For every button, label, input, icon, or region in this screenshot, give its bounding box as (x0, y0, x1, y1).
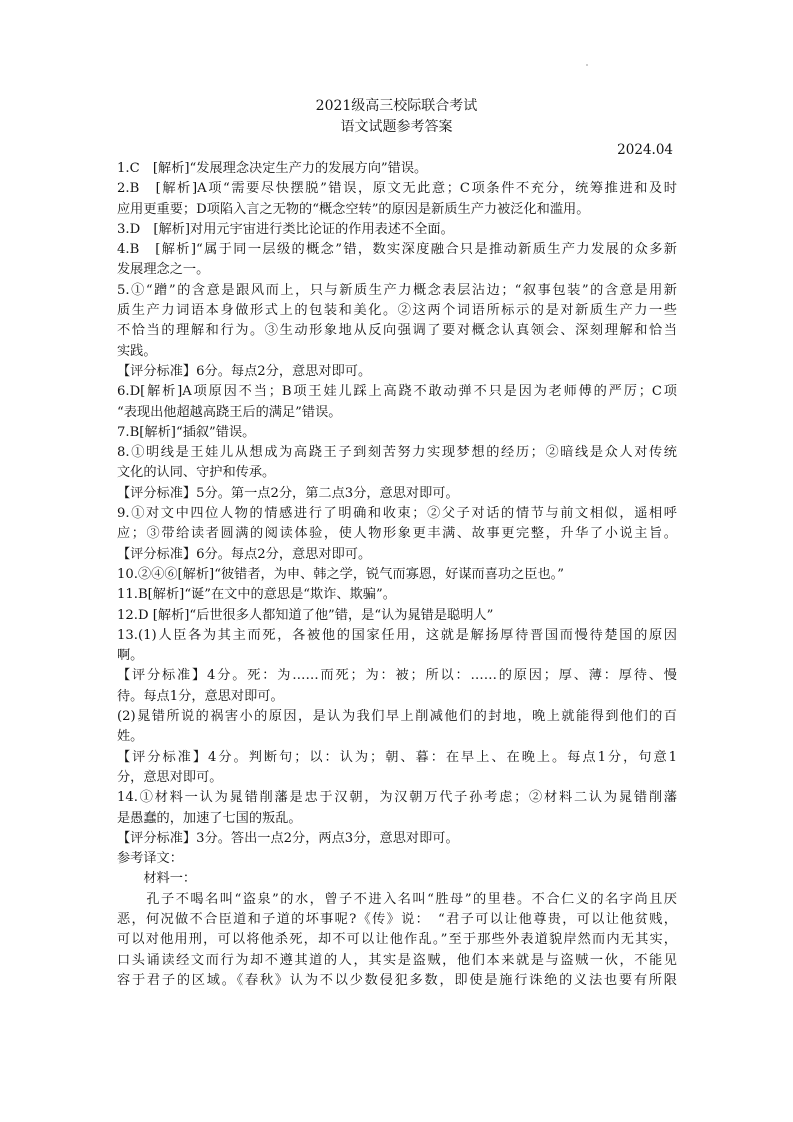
answer-line: 不恰当的理解和行为。③生动形象地从反向强调了要对概念认真领会、深刻理解和恰当 (117, 323, 677, 339)
answer-line: 10.②④⑥[解析]“彼错者，为申、韩之学，锐气而寡恩，好谋而喜功之臣也。” (117, 566, 564, 582)
answer-line: 应用更重要；D项陷入言之无物的“概念空转”的原因是新质生产力被泛化和滥用。 (117, 201, 590, 217)
answer-line: 6.D[解析]A项原因不当；B项王娃儿踩上高跷不敢动弹不只是因为老师傅的严厉；C项 (117, 384, 677, 400)
answer-body (117, 159, 677, 991)
answer-line: “表现出他超越高跷王后的满足”错误。 (117, 404, 342, 420)
scan-speck (586, 64, 588, 66)
answer-line: 【评分标准】4分。死：为……而死；为：被；所以：……的原因；厚、薄：厚待、慢 (117, 668, 677, 684)
answer-line: 4.B [解析]“属于同一层级的概念”错，数实深度融合只是推动新质生产力发展的众多新 (117, 242, 677, 258)
answer-line: 【评分标准】6分。每点2分，意思对即可。 (117, 546, 372, 562)
answer-line: 是愚蠢的，加速了七国的叛乱。 (117, 810, 302, 826)
answer-line: 实践。 (117, 343, 157, 359)
answer-line: 啊。 (117, 648, 144, 664)
answer-line: 应；③带给读者圆满的阅读体验，使人物形象更丰满、故事更完整，升华了小说主旨。 (117, 526, 677, 542)
answer-line: 12.D [解析]“后世很多人都知道了他”错，是“认为晁错是聪明人” (117, 607, 494, 623)
answer-line: (2)晁错所说的祸害小的原因，是认为我们早上削减他们的封地，晚上就能得到他们的百 (117, 709, 677, 725)
answer-line: 质生产力词语本身做形式上的包装和美化。②这两个词语所标示的是对新质生产力一些 (117, 303, 677, 319)
answer-line: 待。每点1分，意思对即可。 (117, 688, 284, 704)
answer-line: 材料一： (117, 871, 197, 887)
answer-line: 【评分标准】6分。每点2分，意思对即可。 (117, 363, 372, 379)
answer-line: 5.①“蹭”的含意是跟风而上，只与新质生产力概念表层沾边；“叙事包装”的含意是用新 (117, 282, 677, 298)
answer-line: 8.①明线是王娃儿从想成为高跷王子到刻苦努力实现梦想的经历；②暗线是众人对传统 (117, 445, 677, 461)
answer-line: 可以对他用刑，可以将他杀死，却不可以让他作乱。”至于那些外表道貌岸然而内无其实， (117, 932, 677, 948)
answer-line: 文化的认同、守护和传承。 (117, 465, 276, 481)
answer-line: 2.B [解析]A项“需要尽快摆脱”错误，原文无此意；C项条件不充分，统筹推进和及时 (117, 181, 677, 197)
answer-line: 口头诵读经文而行为却不遵其道的人，其实是盗贼，他们本来就是与盗贼一伙，不能见 (117, 952, 677, 968)
answer-line: 1.C [解析]“发展理念决定生产力的发展方向”错误。 (117, 161, 428, 176)
answer-line: 【评分标准】3分。答出一点2分，两点3分，意思对即可。 (117, 830, 459, 846)
exam-date: 2024.04 (617, 142, 673, 158)
answer-line: 发展理念之一。 (117, 262, 210, 278)
answer-line: 11.B[解析]“诞”在文中的意思是“欺诈、欺骗”。 (117, 587, 396, 603)
answer-line: 7.B[解析]“插叙”错误。 (117, 424, 256, 440)
exam-title: 2021级高三校际联合考试 (315, 98, 478, 114)
answer-line: 3.D [解析]对用元宇宙进行类比论证的作用表述不全面。 (117, 221, 454, 237)
answer-line: 参考译文： (117, 851, 183, 867)
answer-line: 容于君子的区域。《春秋》认为不以少数侵犯多数，即使是施行诛绝的义法也要有所限 (117, 972, 677, 988)
answer-line: 14.①材料一认为晁错削藩是忠于汉朝，为汉朝万代子孙考虑；②材料二认为晁错削藩 (117, 790, 677, 806)
answer-line: 恶，何况做不合臣道和子道的坏事呢?《传》说： “君子可以让他尊贵，可以让他贫贱， (117, 911, 677, 927)
answer-line: 9.①对文中四位人物的情感进行了明确和收束；②父子对话的情节与前文相似，遥相呼 (117, 506, 677, 522)
answer-line: 姓。 (117, 729, 144, 745)
answer-line: 分，意思对即可。 (117, 769, 223, 785)
answer-key-title: 语文试题参考答案 (340, 119, 453, 135)
answer-line: 【评分标准】4分。判断句；以：认为；朝、暮：在早上、在晚上。每点1分，句意1 (117, 749, 677, 765)
answer-line: 13.(1)人臣各为其主而死，各被他的国家任用，这就是解扬厚待晋国而慢待楚国的原因 (117, 627, 677, 643)
answer-line: 【评分标准】5分。第一点2分，第二点3分，意思对即可。 (117, 485, 459, 501)
answer-line: 孔子不喝名叫“盗泉”的水，曾子不进入名叫“胜母”的里巷。不合仁义的名字尚且厌 (117, 891, 677, 907)
